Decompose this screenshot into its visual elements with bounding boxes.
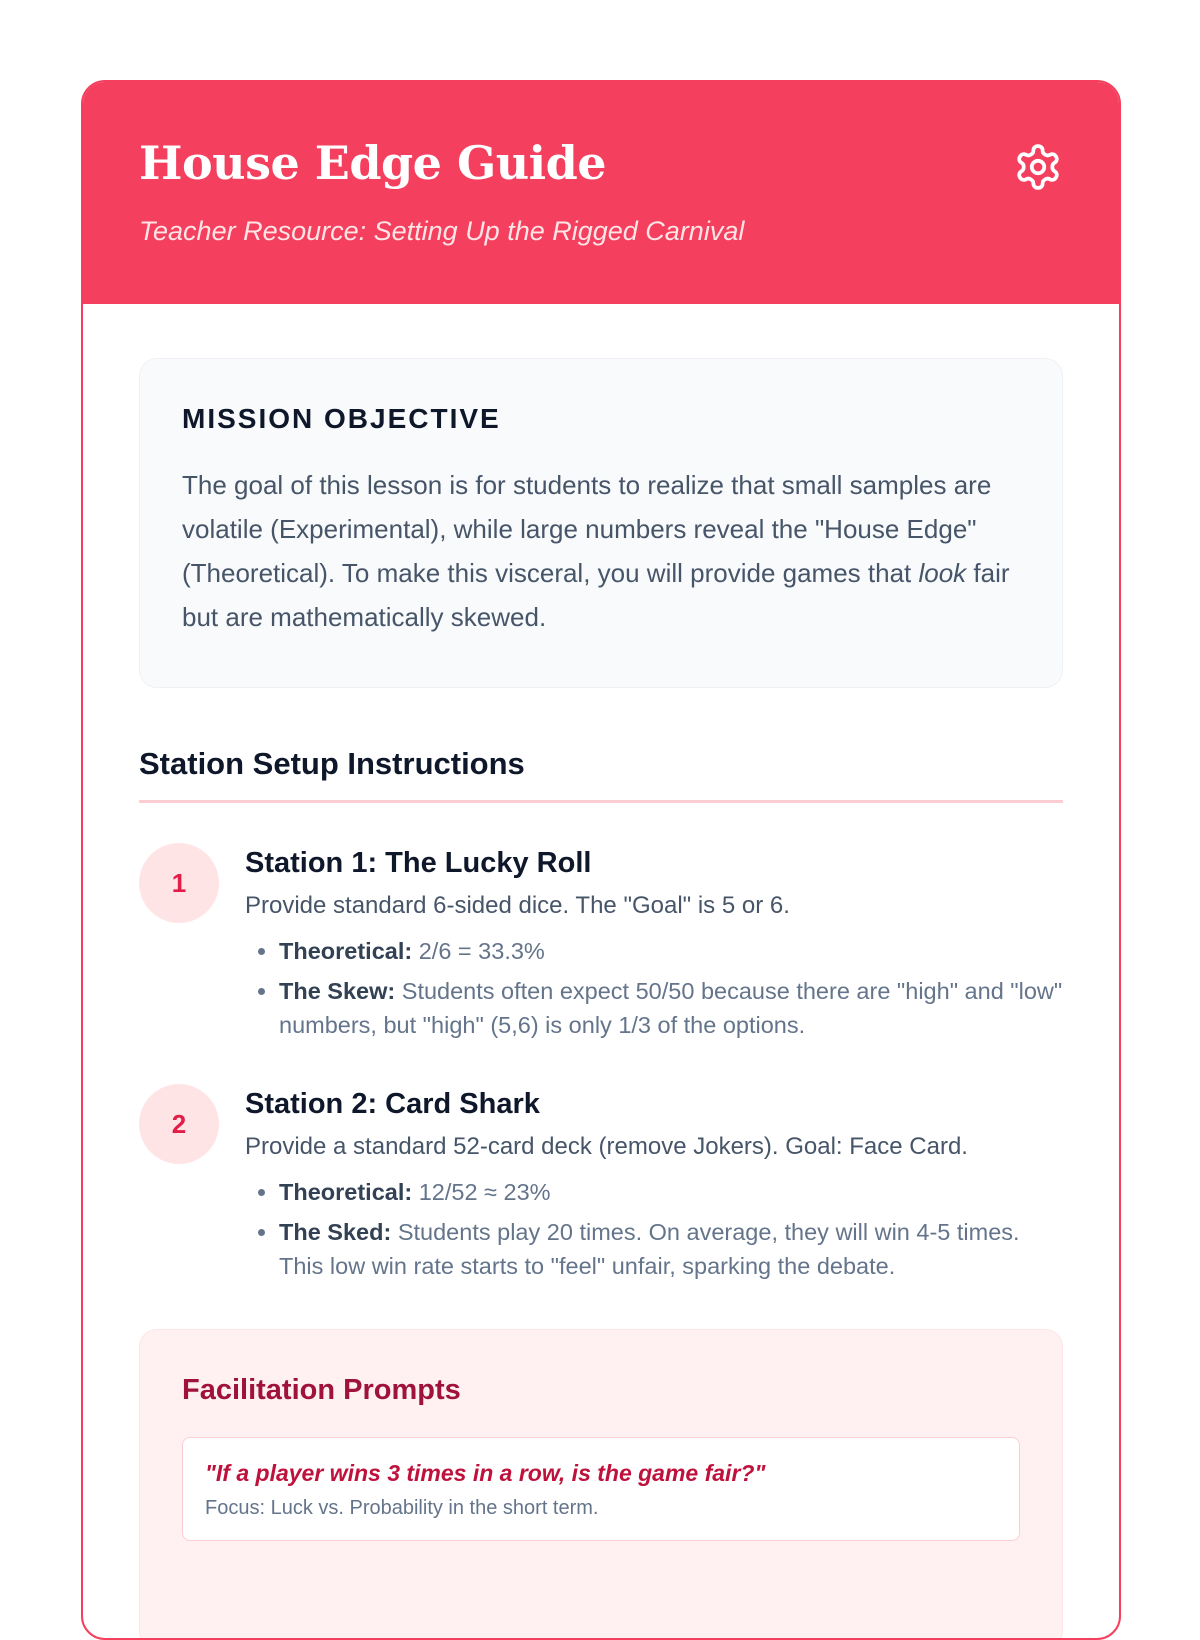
list-item bbox=[279, 974, 1063, 1042]
gear-icon[interactable] bbox=[1013, 142, 1063, 192]
point-label: The Sked: bbox=[279, 1219, 392, 1245]
point-label: Theoretical: bbox=[279, 1179, 413, 1205]
mission-objective-panel bbox=[139, 358, 1063, 688]
station-title: Station 2: Card Shark bbox=[245, 1088, 540, 1120]
prompt-card bbox=[182, 1437, 1020, 1541]
prompt-focus: Focus: Luck vs. Probability in the short term. bbox=[205, 1497, 599, 1519]
step-number-badge: 1 bbox=[139, 843, 219, 923]
point-label: Theoretical: bbox=[279, 938, 413, 964]
step-number-badge: 2 bbox=[139, 1084, 219, 1164]
objective-text bbox=[182, 463, 1020, 639]
station-points bbox=[245, 934, 1063, 1042]
page-title: House Edge Guide bbox=[139, 136, 607, 190]
objective-text-start: The goal of this lesson is for students to realize that small samples are volatile (Experimental), while large numbers reveal the "House Edge" (Theoretical). To make this visceral, you will provide games that bbox=[182, 470, 992, 588]
point-text: 12/52 ≈ 23% bbox=[412, 1179, 551, 1205]
objective-text-end: fair but are mathematically skewed. bbox=[182, 558, 1010, 632]
prompts-heading: Facilitation Prompts bbox=[182, 1374, 461, 1406]
station-1 bbox=[139, 843, 1063, 1048]
objective-heading: MISSION OBJECTIVE bbox=[182, 403, 501, 434]
point-text: Students often expect 50/50 because there are "high" and "low" numbers, but "high" (5,6) is only 1/3 of the options. bbox=[279, 978, 1063, 1038]
point-label: The Skew: bbox=[279, 978, 396, 1004]
list-item bbox=[279, 1175, 1063, 1209]
station-setup-heading: Station Setup Instructions bbox=[139, 746, 1063, 803]
header bbox=[83, 82, 1119, 304]
guide-card bbox=[81, 80, 1121, 1640]
station-description: Provide standard 6-sided dice. The "Goal" is 5 or 6. bbox=[245, 892, 790, 919]
station-2 bbox=[139, 1084, 1063, 1289]
point-text: 2/6 = 33.3% bbox=[412, 938, 545, 964]
objective-emphasis: look bbox=[918, 558, 967, 588]
list-item bbox=[279, 1215, 1063, 1283]
page-subtitle: Teacher Resource: Setting Up the Rigged Carnival bbox=[139, 216, 745, 246]
station-points bbox=[245, 1175, 1063, 1283]
prompt-question: "If a player wins 3 times in a row, is the game fair?" bbox=[205, 1460, 766, 1486]
point-text: Students play 20 times. On average, they will win 4-5 times. This low win rate starts to "feel" unfair, sparking the debate. bbox=[279, 1219, 1020, 1279]
facilitation-prompts-panel bbox=[139, 1329, 1063, 1640]
content bbox=[83, 304, 1119, 1640]
station-description: Provide a standard 52-card deck (remove Jokers). Goal: Face Card. bbox=[245, 1133, 968, 1160]
station-title: Station 1: The Lucky Roll bbox=[245, 847, 592, 879]
list-item bbox=[279, 934, 1063, 968]
